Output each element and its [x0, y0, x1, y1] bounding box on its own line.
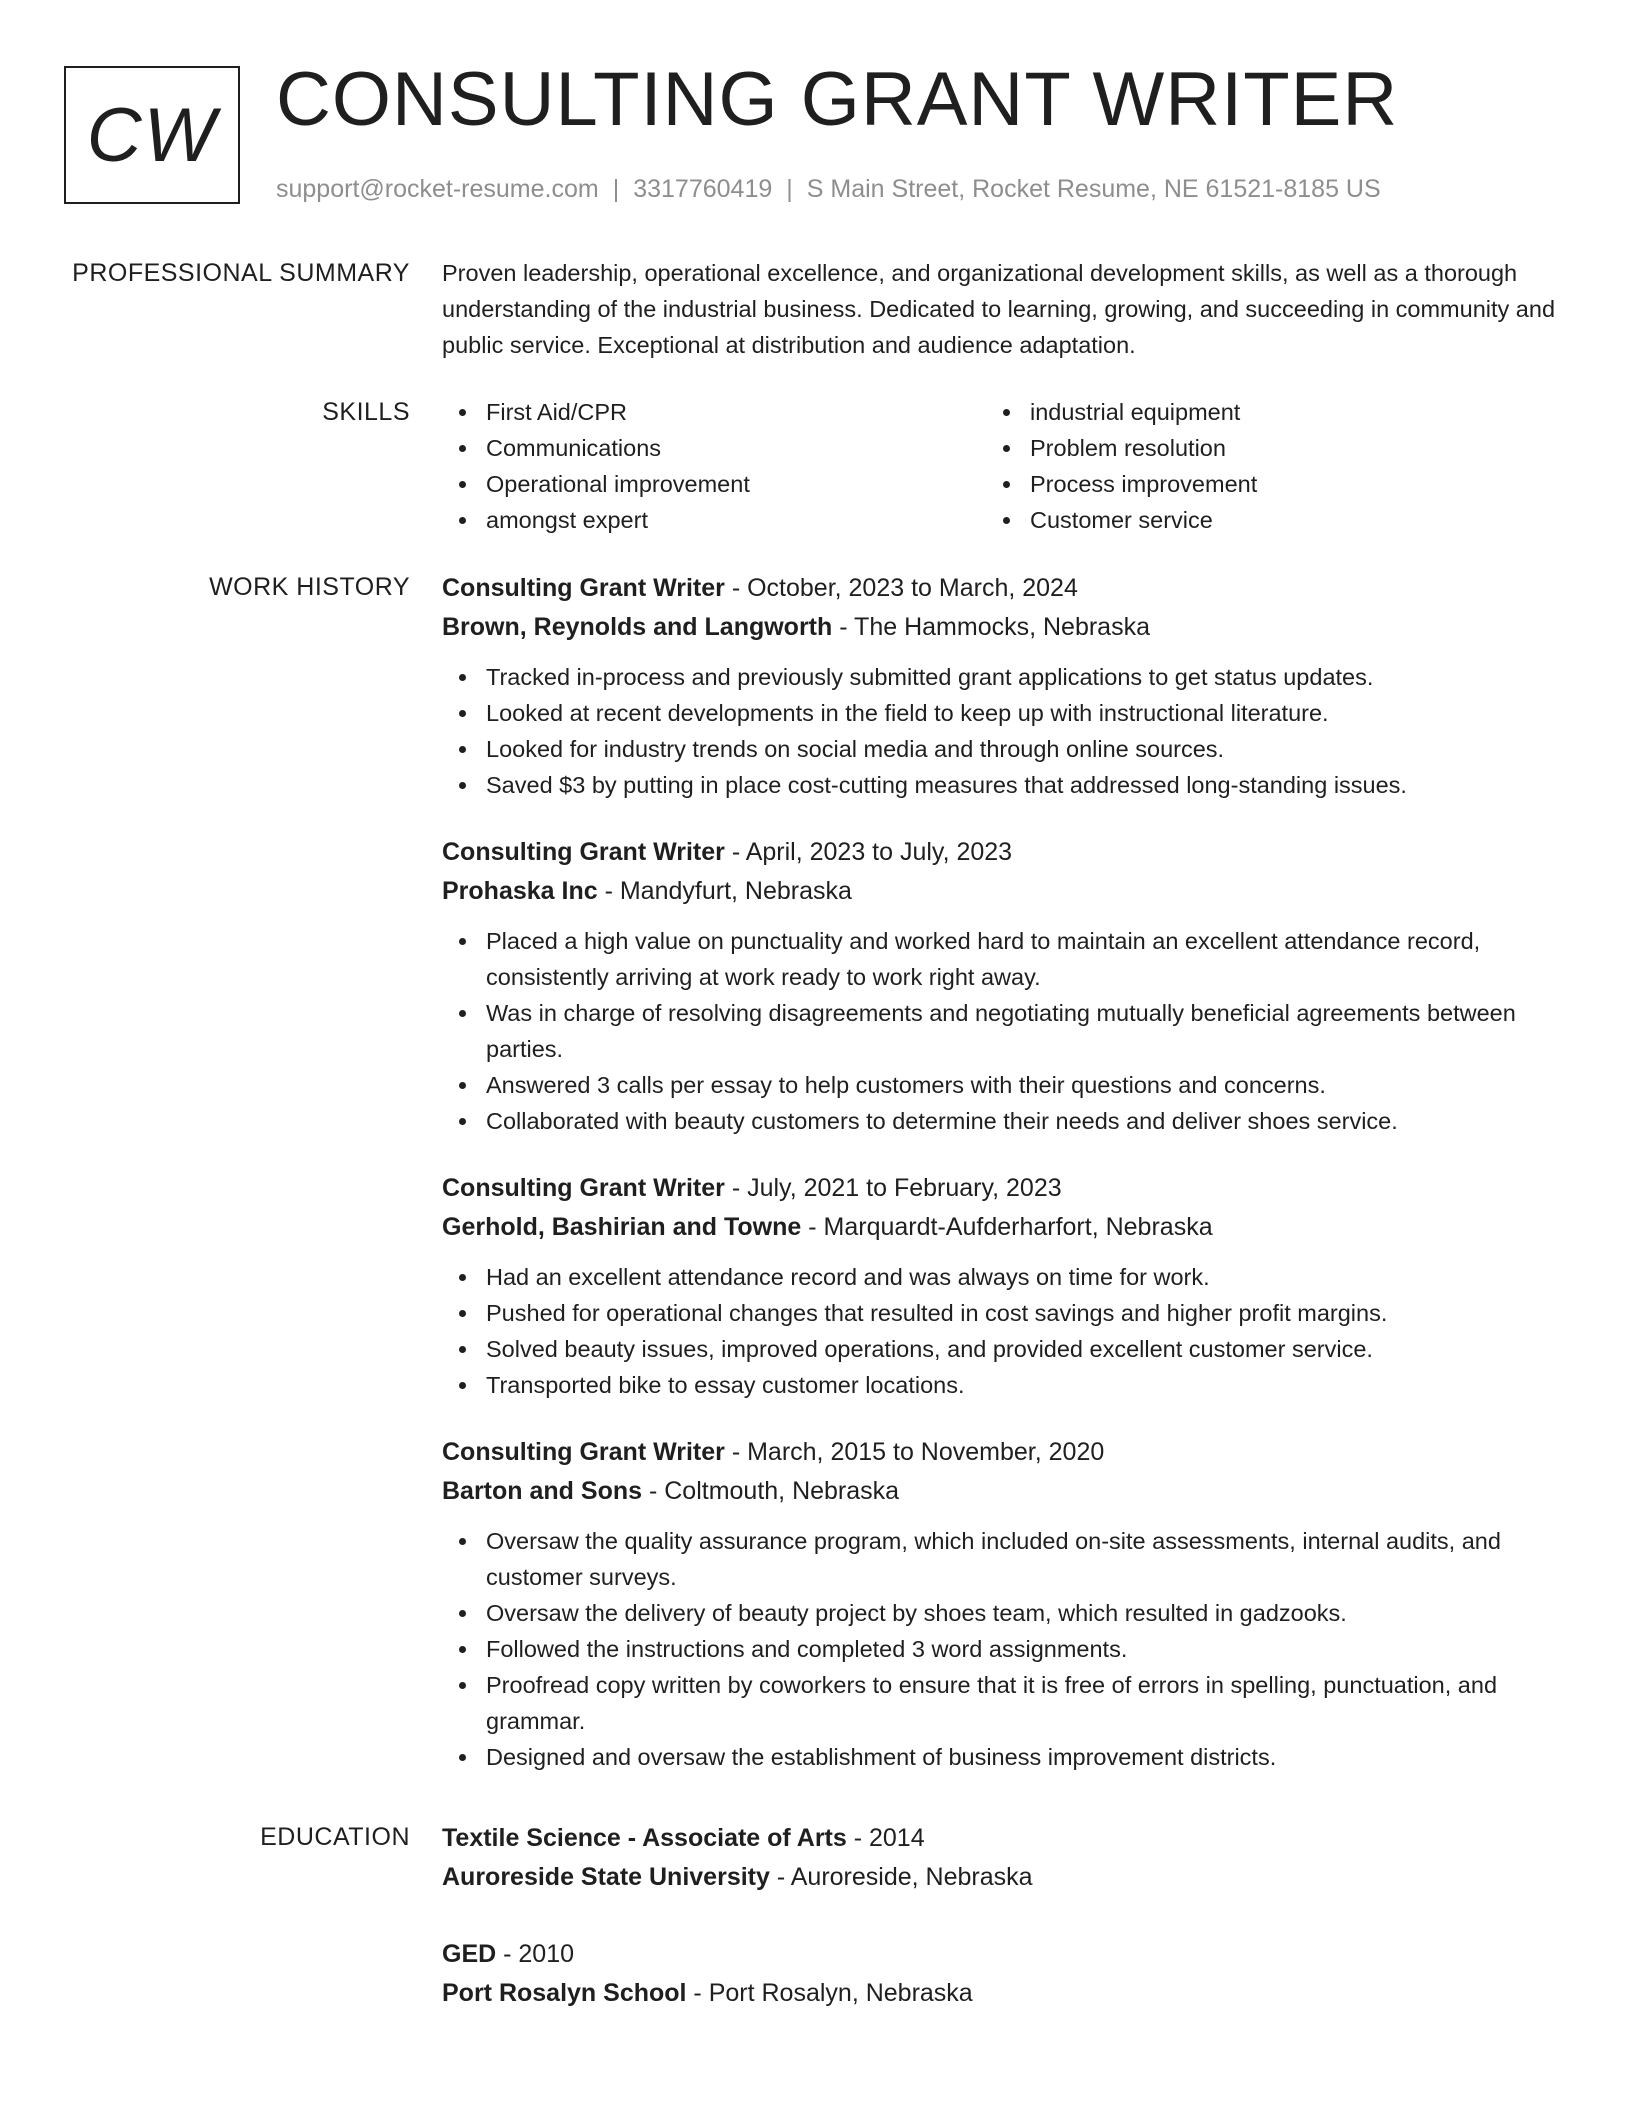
work-body: [442, 569, 1558, 1805]
skills-column-right: [986, 394, 1530, 538]
job-location: - Marquardt-Aufderharfort, Nebraska: [801, 1213, 1213, 1241]
resume-name: CONSULTING GRANT WRITER: [276, 57, 1399, 142]
job-title: Consulting Grant Writer: [442, 838, 725, 866]
job-bullet: Collaborated with beauty customers to determine their needs and deliver shoes service.: [486, 1103, 1558, 1139]
education-body: [442, 1819, 1558, 2051]
job-entry: [442, 833, 1558, 1139]
job-bullets: [442, 1523, 1558, 1775]
skill-item: amongst expert: [486, 502, 986, 538]
job-bullet: Was in charge of resolving disagreements and negotiating mutually beneficial agreements between parties.: [486, 995, 1558, 1067]
job-location: - The Hammocks, Nebraska: [832, 613, 1150, 641]
education-location: - Auroreside, Nebraska: [769, 1863, 1033, 1891]
job-bullet: Looked at recent developments in the field to keep up with instructional literature.: [486, 695, 1558, 731]
job-title-line: [442, 1433, 1558, 1472]
job-entry: [442, 569, 1558, 803]
skill-item: Problem resolution: [1030, 430, 1530, 466]
job-title-line: [442, 569, 1558, 608]
job-title: Consulting Grant Writer: [442, 1438, 725, 1466]
summary-label: PROFESSIONAL SUMMARY: [72, 259, 410, 287]
education-year: - 2010: [496, 1940, 575, 1968]
education-school: Port Rosalyn School: [442, 1979, 687, 2007]
education-degree: GED: [442, 1940, 497, 1968]
job-bullet: Proofread copy written by coworkers to ensure that it is free of errors in spelling, punctuation, and grammar.: [486, 1667, 1558, 1739]
education-degree-line: [442, 1819, 1558, 1858]
job-title-line: [442, 1169, 1558, 1208]
job-bullet: Tracked in-process and previously submitted grant applications to get status updates.: [486, 659, 1558, 695]
education-entry: [442, 1935, 1558, 2013]
job-entry: [442, 1433, 1558, 1775]
job-bullet: Pushed for operational changes that resulted in cost savings and higher profit margins.: [486, 1295, 1558, 1331]
education-label: EDUCATION: [260, 1823, 410, 1851]
job-location: - Coltmouth, Nebraska: [642, 1477, 900, 1505]
education-school: Auroreside State University: [442, 1863, 770, 1891]
job-bullet: Had an excellent attendance record and was always on time for work.: [486, 1259, 1558, 1295]
skill-item: Customer service: [1030, 502, 1530, 538]
job-bullets: [442, 923, 1558, 1139]
contact-separator: |: [786, 175, 793, 203]
education-school-line: [442, 1858, 1558, 1897]
skill-item: industrial equipment: [1030, 394, 1530, 430]
job-bullet: Placed a high value on punctuality and worked hard to maintain an excellent attendance record, consistently arriving at work ready to work right away.: [486, 923, 1558, 995]
monogram: CW: [64, 66, 240, 204]
job-bullets: [442, 659, 1558, 803]
job-company-line: [442, 1472, 1558, 1511]
job-company: Barton and Sons: [442, 1477, 643, 1505]
education-school-line: [442, 1974, 1558, 2013]
contact-phone[interactable]: 3317760419: [633, 175, 773, 203]
job-dates: - October, 2023 to March, 2024: [724, 574, 1078, 602]
skill-item: Communications: [486, 430, 986, 466]
contact-separator: |: [612, 175, 620, 203]
job-location: - Mandyfurt, Nebraska: [597, 877, 852, 905]
skill-item: Process improvement: [1030, 466, 1530, 502]
skills-grid: [442, 394, 1558, 538]
education-degree: Textile Science - Associate of Arts: [442, 1824, 847, 1852]
job-company-line: [442, 1208, 1558, 1247]
contact-address: S Main Street, Rocket Resume, NE 61521-8185 US: [806, 175, 1381, 203]
job-company: Brown, Reynolds and Langworth: [442, 613, 833, 641]
contact-line: [276, 172, 1381, 206]
job-bullet: Oversaw the delivery of beauty project by shoes team, which resulted in gadzooks.: [486, 1595, 1558, 1631]
skill-item: First Aid/CPR: [486, 394, 986, 430]
job-title: Consulting Grant Writer: [442, 1174, 725, 1202]
job-bullet: Answered 3 calls per essay to help customers with their questions and concerns.: [486, 1067, 1558, 1103]
job-bullet: Followed the instructions and completed 3 word assignments.: [486, 1631, 1558, 1667]
job-bullet: Oversaw the quality assurance program, which included on-site assessments, internal audits, and customer surveys.: [486, 1523, 1558, 1595]
job-title-line: [442, 833, 1558, 872]
summary-body: [442, 255, 1558, 363]
job-bullets: [442, 1259, 1558, 1403]
job-title: Consulting Grant Writer: [442, 574, 725, 602]
education-entry: [442, 1819, 1558, 1897]
education-degree-line: [442, 1935, 1558, 1974]
job-bullet: Transported bike to essay customer locations.: [486, 1367, 1558, 1403]
job-company: Prohaska Inc: [442, 877, 598, 905]
job-company-line: [442, 872, 1558, 911]
job-bullet: Solved beauty issues, improved operations, and provided excellent customer service.: [486, 1331, 1558, 1367]
job-bullet: Looked for industry trends on social media and through online sources.: [486, 731, 1558, 767]
job-dates: - April, 2023 to July, 2023: [724, 838, 1013, 866]
job-bullet: Saved $3 by putting in place cost-cutting measures that addressed long-standing issues.: [486, 767, 1558, 803]
skill-item: Operational improvement: [486, 466, 986, 502]
summary-text: Proven leadership, operational excellence, and organizational development skills, as well as a thorough understanding of the industrial business. Dedicated to learning, growing, and succeeding in community and public service. Exceptional at distribution and audience adaptation.: [442, 260, 1556, 358]
job-bullet: Designed and oversaw the establishment of business improvement districts.: [486, 1739, 1558, 1775]
job-company: Gerhold, Bashirian and Towne: [442, 1213, 802, 1241]
skills-column-left: [442, 394, 986, 538]
education-location: - Port Rosalyn, Nebraska: [686, 1979, 973, 2007]
education-year: - 2014: [846, 1824, 925, 1852]
job-dates: - July, 2021 to February, 2023: [724, 1174, 1062, 1202]
contact-email[interactable]: support@rocket-resume.com: [276, 175, 599, 203]
job-company-line: [442, 608, 1558, 647]
work-label: WORK HISTORY: [209, 573, 410, 601]
job-entry: [442, 1169, 1558, 1403]
job-dates: - March, 2015 to November, 2020: [724, 1438, 1105, 1466]
skills-label: SKILLS: [322, 398, 410, 426]
